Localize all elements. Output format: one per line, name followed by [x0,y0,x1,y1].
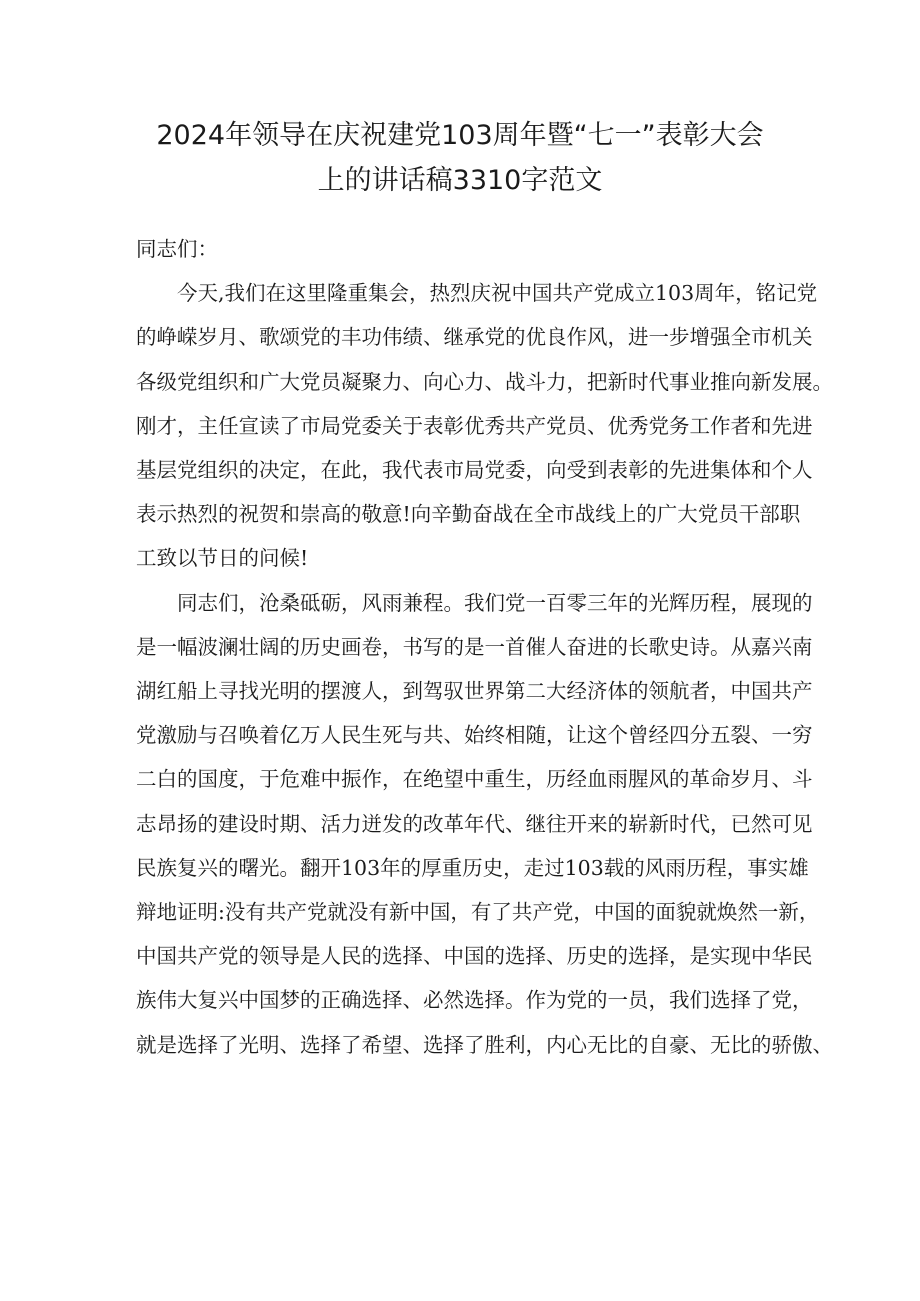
text-line: 基层党组织的决定，在此，我代表市局党委，向受到表彰的先进集体和个人 [136,458,813,483]
document-body [136,227,833,1067]
text-line: 工致以节日的问候! [136,546,309,571]
text-line: 二白的国度，于危难中振作，在绝望中重生，历经血雨腥风的革命岁月、斗 [136,767,813,792]
text-line: 湖红船上寻找光明的摆渡人，到驾驭世界第二大经济体的领航者，中国共产 [136,679,813,704]
salutation: 同志们： [136,237,218,261]
text-line: 党激励与召唤着亿万人民生死与共、始终相随，让这个曾经四分五裂、一穷 [136,723,813,748]
paragraph-opening [136,271,833,580]
text-line: 是一幅波澜壮阔的历史画卷，书写的是一首催人奋进的长歌史诗。从嘉兴南 [136,634,813,659]
text-line: 民族复兴的曙光。翻开103年的厚重历史，走过103载的风雨历程，事实雄 [136,855,809,880]
text-line: 今天,我们在这里隆重集会，热烈庆祝中国共产党成立103周年，铭记党 [177,281,818,306]
title-line-1: 2024年领导在庆祝建党103周年暨“七一”表彰大会 [156,120,764,151]
text-line: 表示热烈的祝贺和崇高的敬意!向辛勤奋战在全市战线上的广大党员干部职 [136,502,801,527]
text-line: 族伟大复兴中国梦的正确选择、必然选择。作为党的一员，我们选择了党， [136,988,813,1013]
text-line: 就是选择了光明、选择了希望、选择了胜利，内心无比的自豪、无比的骄傲、 [136,1032,833,1057]
text-line: 志昂扬的建设时期、活力迸发的改革年代、继往开来的崭新时代，已然可见 [136,811,813,836]
text-line: 中国共产党的领导是人民的选择、中国的选择、历史的选择，是实现中华民 [136,944,813,969]
text-line: 的峥嵘岁月、歌颂党的丰功伟绩、继承党的优良作风，进一步增强全市机关 [136,325,813,350]
text-line: 刚才，主任宣读了市局党委关于表彰优秀共产党员、优秀党务工作者和先进 [136,413,813,438]
title-line-2: 上的讲话稿3310字范文 [317,165,603,196]
text-line: 各级党组织和广大党员凝聚力、向心力、战斗力，把新时代事业推向新发展。 [136,369,833,394]
paragraph-history [136,581,833,1067]
text-line: 辩地证明:没有共产党就没有新中国，有了共产党，中国的面貌就焕然一新， [136,900,820,925]
text-line: 同志们，沧桑砥砺，风雨兼程。我们党一百零三年的光辉历程，展现的 [177,590,813,615]
document-title [0,113,920,203]
